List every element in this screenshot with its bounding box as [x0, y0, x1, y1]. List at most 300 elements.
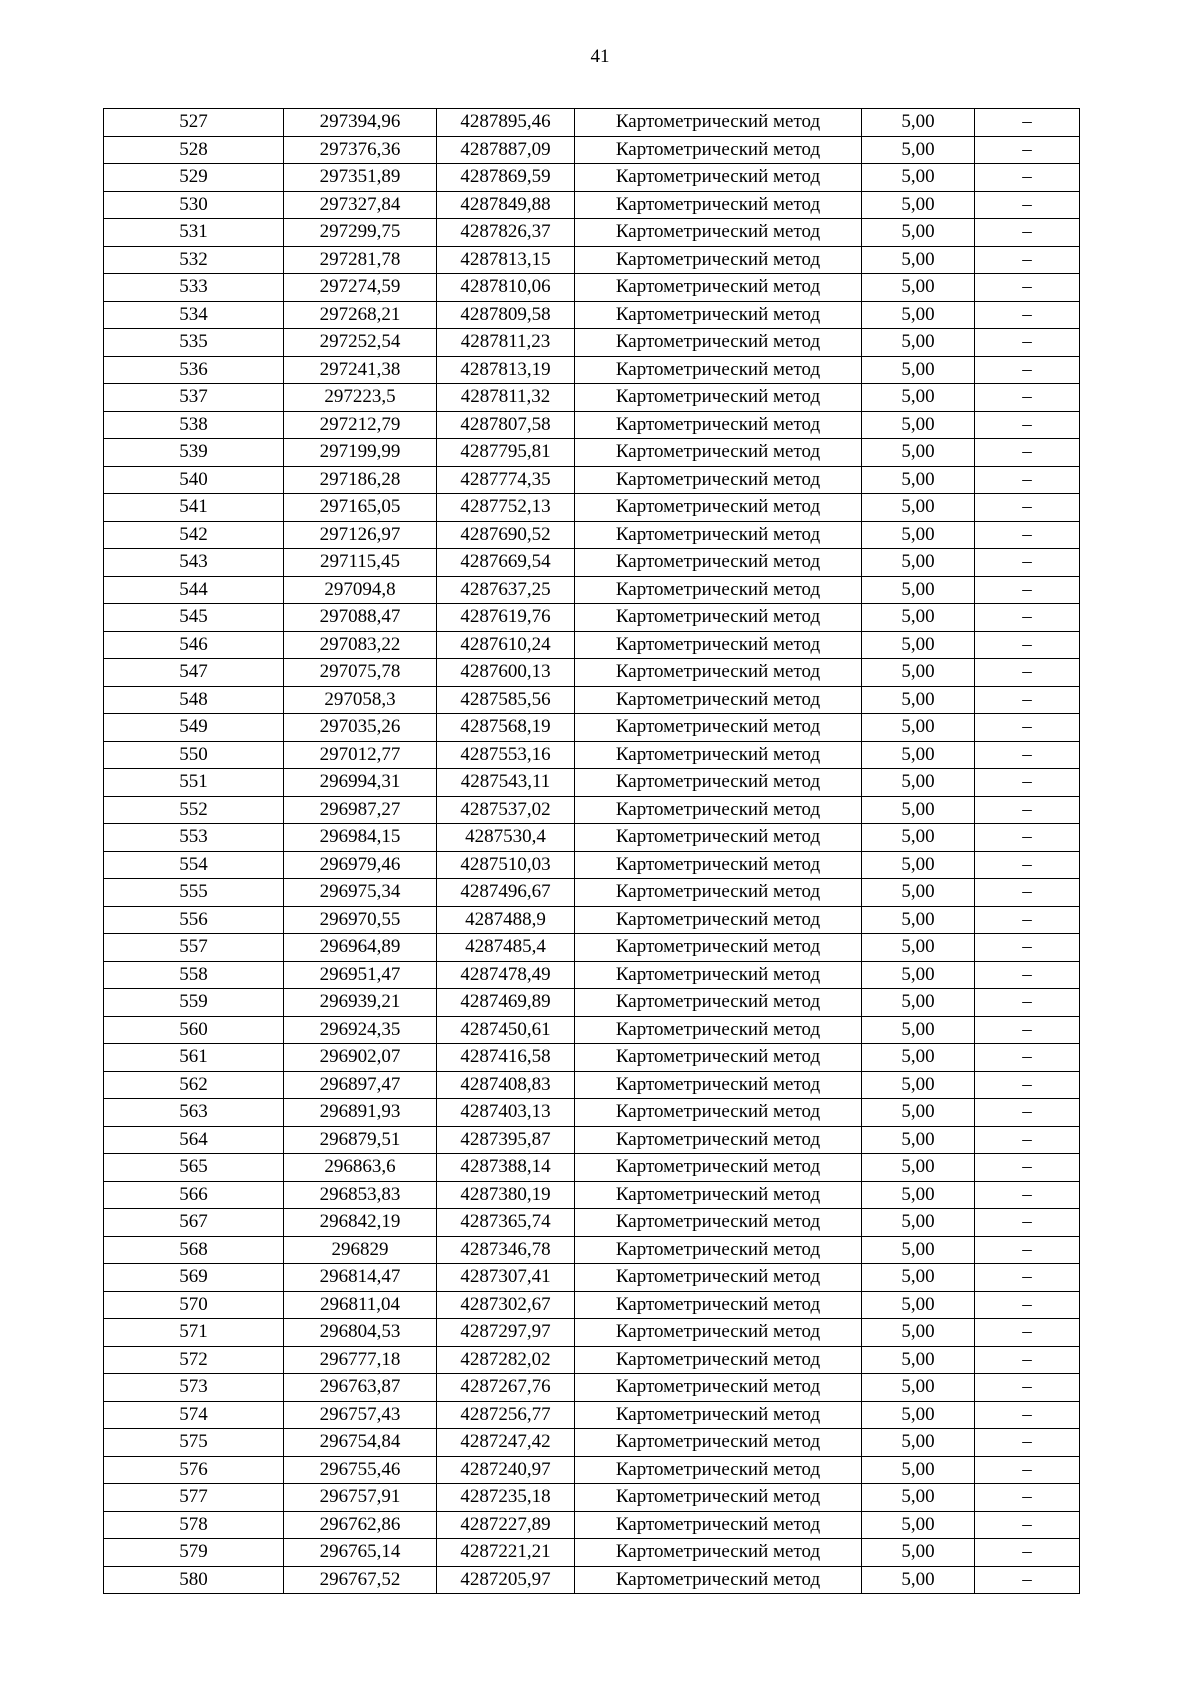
table-row	[104, 439, 1080, 467]
x-coordinate-cell: 296951,47	[284, 961, 437, 989]
y-coordinate-cell: 4287307,41	[437, 1264, 575, 1292]
coordinates-table	[103, 108, 1080, 1594]
point-number-cell: 573	[104, 1374, 284, 1402]
y-coordinate-cell: 4287478,49	[437, 961, 575, 989]
note-cell: –	[975, 219, 1080, 247]
accuracy-cell: 5,00	[862, 824, 975, 852]
method-cell: Картометрический метод	[575, 851, 862, 879]
point-number-cell: 577	[104, 1484, 284, 1512]
note-cell: –	[975, 466, 1080, 494]
note-cell: –	[975, 246, 1080, 274]
accuracy-cell: 5,00	[862, 1209, 975, 1237]
accuracy-cell: 5,00	[862, 164, 975, 192]
note-cell: –	[975, 714, 1080, 742]
note-cell: –	[975, 1264, 1080, 1292]
point-number-cell: 540	[104, 466, 284, 494]
table-row	[104, 1291, 1080, 1319]
accuracy-cell: 5,00	[862, 439, 975, 467]
method-cell: Картометрический метод	[575, 1511, 862, 1539]
accuracy-cell: 5,00	[862, 246, 975, 274]
accuracy-cell: 5,00	[862, 604, 975, 632]
table-row	[104, 384, 1080, 412]
accuracy-cell: 5,00	[862, 384, 975, 412]
method-cell: Картометрический метод	[575, 1539, 862, 1567]
table-row	[104, 109, 1080, 137]
note-cell: –	[975, 659, 1080, 687]
note-cell: –	[975, 1346, 1080, 1374]
point-number-cell: 539	[104, 439, 284, 467]
accuracy-cell: 5,00	[862, 1181, 975, 1209]
method-cell: Картометрический метод	[575, 576, 862, 604]
x-coordinate-cell: 297165,05	[284, 494, 437, 522]
table-row	[104, 659, 1080, 687]
y-coordinate-cell: 4287496,67	[437, 879, 575, 907]
table-row	[104, 329, 1080, 357]
point-number-cell: 557	[104, 934, 284, 962]
accuracy-cell: 5,00	[862, 1236, 975, 1264]
y-coordinate-cell: 4287600,13	[437, 659, 575, 687]
y-coordinate-cell: 4287537,02	[437, 796, 575, 824]
method-cell: Картометрический метод	[575, 741, 862, 769]
point-number-cell: 549	[104, 714, 284, 742]
point-number-cell: 567	[104, 1209, 284, 1237]
method-cell: Картометрический метод	[575, 521, 862, 549]
method-cell: Картометрический метод	[575, 246, 862, 274]
accuracy-cell: 5,00	[862, 961, 975, 989]
table-row	[104, 714, 1080, 742]
x-coordinate-cell: 297115,45	[284, 549, 437, 577]
x-coordinate-cell: 296994,31	[284, 769, 437, 797]
table-row	[104, 576, 1080, 604]
table-row	[104, 906, 1080, 934]
x-coordinate-cell: 296762,86	[284, 1511, 437, 1539]
table-row	[104, 521, 1080, 549]
y-coordinate-cell: 4287895,46	[437, 109, 575, 137]
method-cell: Картометрический метод	[575, 1236, 862, 1264]
x-coordinate-cell: 296891,93	[284, 1099, 437, 1127]
method-cell: Картометрический метод	[575, 906, 862, 934]
table-row	[104, 356, 1080, 384]
note-cell: –	[975, 1539, 1080, 1567]
table-row	[104, 219, 1080, 247]
point-number-cell: 570	[104, 1291, 284, 1319]
method-cell: Картометрический метод	[575, 356, 862, 384]
y-coordinate-cell: 4287485,4	[437, 934, 575, 962]
method-cell: Картометрический метод	[575, 1016, 862, 1044]
method-cell: Картометрический метод	[575, 384, 862, 412]
note-cell: –	[975, 1236, 1080, 1264]
point-number-cell: 534	[104, 301, 284, 329]
y-coordinate-cell: 4287752,13	[437, 494, 575, 522]
y-coordinate-cell: 4287553,16	[437, 741, 575, 769]
note-cell: –	[975, 961, 1080, 989]
coordinates-table-body	[104, 109, 1080, 1594]
accuracy-cell: 5,00	[862, 301, 975, 329]
point-number-cell: 528	[104, 136, 284, 164]
accuracy-cell: 5,00	[862, 274, 975, 302]
method-cell: Картометрический метод	[575, 439, 862, 467]
table-row	[104, 824, 1080, 852]
method-cell: Картометрический метод	[575, 824, 862, 852]
note-cell: –	[975, 604, 1080, 632]
point-number-cell: 546	[104, 631, 284, 659]
method-cell: Картометрический метод	[575, 1346, 862, 1374]
y-coordinate-cell: 4287346,78	[437, 1236, 575, 1264]
method-cell: Картометрический метод	[575, 1264, 862, 1292]
y-coordinate-cell: 4287416,58	[437, 1044, 575, 1072]
y-coordinate-cell: 4287795,81	[437, 439, 575, 467]
x-coordinate-cell: 296939,21	[284, 989, 437, 1017]
x-coordinate-cell: 297083,22	[284, 631, 437, 659]
table-row	[104, 1126, 1080, 1154]
method-cell: Картометрический метод	[575, 1319, 862, 1347]
point-number-cell: 548	[104, 686, 284, 714]
table-row	[104, 1236, 1080, 1264]
y-coordinate-cell: 4287813,15	[437, 246, 575, 274]
table-row	[104, 274, 1080, 302]
y-coordinate-cell: 4287235,18	[437, 1484, 575, 1512]
note-cell: –	[975, 906, 1080, 934]
y-coordinate-cell: 4287585,56	[437, 686, 575, 714]
y-coordinate-cell: 4287302,67	[437, 1291, 575, 1319]
point-number-cell: 531	[104, 219, 284, 247]
table-row	[104, 604, 1080, 632]
table-row	[104, 1566, 1080, 1594]
method-cell: Картометрический метод	[575, 1154, 862, 1182]
point-number-cell: 575	[104, 1429, 284, 1457]
point-number-cell: 552	[104, 796, 284, 824]
accuracy-cell: 5,00	[862, 1016, 975, 1044]
x-coordinate-cell: 297281,78	[284, 246, 437, 274]
note-cell: –	[975, 769, 1080, 797]
y-coordinate-cell: 4287267,76	[437, 1374, 575, 1402]
point-number-cell: 536	[104, 356, 284, 384]
accuracy-cell: 5,00	[862, 549, 975, 577]
table-row	[104, 246, 1080, 274]
table-row	[104, 686, 1080, 714]
x-coordinate-cell: 296842,19	[284, 1209, 437, 1237]
point-number-cell: 544	[104, 576, 284, 604]
note-cell: –	[975, 1484, 1080, 1512]
accuracy-cell: 5,00	[862, 1264, 975, 1292]
y-coordinate-cell: 4287568,19	[437, 714, 575, 742]
table-row	[104, 466, 1080, 494]
y-coordinate-cell: 4287813,19	[437, 356, 575, 384]
method-cell: Картометрический метод	[575, 1126, 862, 1154]
y-coordinate-cell: 4287221,21	[437, 1539, 575, 1567]
accuracy-cell: 5,00	[862, 796, 975, 824]
point-number-cell: 566	[104, 1181, 284, 1209]
method-cell: Картометрический метод	[575, 961, 862, 989]
accuracy-cell: 5,00	[862, 906, 975, 934]
y-coordinate-cell: 4287403,13	[437, 1099, 575, 1127]
x-coordinate-cell: 297199,99	[284, 439, 437, 467]
note-cell: –	[975, 191, 1080, 219]
accuracy-cell: 5,00	[862, 1099, 975, 1127]
method-cell: Картометрический метод	[575, 604, 862, 632]
accuracy-cell: 5,00	[862, 1319, 975, 1347]
method-cell: Картометрический метод	[575, 494, 862, 522]
note-cell: –	[975, 1566, 1080, 1594]
y-coordinate-cell: 4287247,42	[437, 1429, 575, 1457]
method-cell: Картометрический метод	[575, 1291, 862, 1319]
point-number-cell: 547	[104, 659, 284, 687]
x-coordinate-cell: 296763,87	[284, 1374, 437, 1402]
point-number-cell: 576	[104, 1456, 284, 1484]
method-cell: Картометрический метод	[575, 1209, 862, 1237]
x-coordinate-cell: 296853,83	[284, 1181, 437, 1209]
table-row	[104, 1346, 1080, 1374]
note-cell: –	[975, 851, 1080, 879]
y-coordinate-cell: 4287380,19	[437, 1181, 575, 1209]
y-coordinate-cell: 4287510,03	[437, 851, 575, 879]
table-row	[104, 164, 1080, 192]
method-cell: Картометрический метод	[575, 1044, 862, 1072]
y-coordinate-cell: 4287774,35	[437, 466, 575, 494]
point-number-cell: 542	[104, 521, 284, 549]
method-cell: Картометрический метод	[575, 1181, 862, 1209]
x-coordinate-cell: 297241,38	[284, 356, 437, 384]
x-coordinate-cell: 296979,46	[284, 851, 437, 879]
y-coordinate-cell: 4287256,77	[437, 1401, 575, 1429]
method-cell: Картометрический метод	[575, 796, 862, 824]
x-coordinate-cell: 296755,46	[284, 1456, 437, 1484]
y-coordinate-cell: 4287227,89	[437, 1511, 575, 1539]
note-cell: –	[975, 411, 1080, 439]
point-number-cell: 543	[104, 549, 284, 577]
accuracy-cell: 5,00	[862, 769, 975, 797]
x-coordinate-cell: 296975,34	[284, 879, 437, 907]
note-cell: –	[975, 934, 1080, 962]
point-number-cell: 574	[104, 1401, 284, 1429]
method-cell: Картометрический метод	[575, 714, 862, 742]
table-row	[104, 1456, 1080, 1484]
note-cell: –	[975, 1511, 1080, 1539]
table-row	[104, 549, 1080, 577]
method-cell: Картометрический метод	[575, 329, 862, 357]
point-number-cell: 561	[104, 1044, 284, 1072]
method-cell: Картометрический метод	[575, 769, 862, 797]
accuracy-cell: 5,00	[862, 934, 975, 962]
accuracy-cell: 5,00	[862, 1511, 975, 1539]
note-cell: –	[975, 1429, 1080, 1457]
accuracy-cell: 5,00	[862, 356, 975, 384]
table-row	[104, 1319, 1080, 1347]
method-cell: Картометрический метод	[575, 1484, 862, 1512]
x-coordinate-cell: 296879,51	[284, 1126, 437, 1154]
accuracy-cell: 5,00	[862, 1126, 975, 1154]
point-number-cell: 530	[104, 191, 284, 219]
method-cell: Картометрический метод	[575, 1429, 862, 1457]
table-row	[104, 1539, 1080, 1567]
point-number-cell: 535	[104, 329, 284, 357]
method-cell: Картометрический метод	[575, 686, 862, 714]
note-cell: –	[975, 1016, 1080, 1044]
point-number-cell: 560	[104, 1016, 284, 1044]
point-number-cell: 562	[104, 1071, 284, 1099]
note-cell: –	[975, 879, 1080, 907]
y-coordinate-cell: 4287240,97	[437, 1456, 575, 1484]
accuracy-cell: 5,00	[862, 1456, 975, 1484]
accuracy-cell: 5,00	[862, 219, 975, 247]
method-cell: Картометрический метод	[575, 549, 862, 577]
x-coordinate-cell: 297035,26	[284, 714, 437, 742]
x-coordinate-cell: 297394,96	[284, 109, 437, 137]
note-cell: –	[975, 164, 1080, 192]
point-number-cell: 563	[104, 1099, 284, 1127]
y-coordinate-cell: 4287811,32	[437, 384, 575, 412]
y-coordinate-cell: 4287282,02	[437, 1346, 575, 1374]
point-number-cell: 554	[104, 851, 284, 879]
method-cell: Картометрический метод	[575, 1374, 862, 1402]
table-row	[104, 851, 1080, 879]
table-row	[104, 1099, 1080, 1127]
accuracy-cell: 5,00	[862, 631, 975, 659]
table-row	[104, 136, 1080, 164]
method-cell: Картометрический метод	[575, 659, 862, 687]
accuracy-cell: 5,00	[862, 1044, 975, 1072]
x-coordinate-cell: 296754,84	[284, 1429, 437, 1457]
point-number-cell: 558	[104, 961, 284, 989]
point-number-cell: 569	[104, 1264, 284, 1292]
x-coordinate-cell: 297376,36	[284, 136, 437, 164]
x-coordinate-cell: 296829	[284, 1236, 437, 1264]
accuracy-cell: 5,00	[862, 136, 975, 164]
note-cell: –	[975, 439, 1080, 467]
point-number-cell: 532	[104, 246, 284, 274]
method-cell: Картометрический метод	[575, 301, 862, 329]
x-coordinate-cell: 296924,35	[284, 1016, 437, 1044]
accuracy-cell: 5,00	[862, 191, 975, 219]
y-coordinate-cell: 4287849,88	[437, 191, 575, 219]
x-coordinate-cell: 297212,79	[284, 411, 437, 439]
table-row	[104, 1016, 1080, 1044]
y-coordinate-cell: 4287869,59	[437, 164, 575, 192]
accuracy-cell: 5,00	[862, 686, 975, 714]
x-coordinate-cell: 296767,52	[284, 1566, 437, 1594]
x-coordinate-cell: 296987,27	[284, 796, 437, 824]
y-coordinate-cell: 4287469,89	[437, 989, 575, 1017]
note-cell: –	[975, 631, 1080, 659]
note-cell: –	[975, 1374, 1080, 1402]
table-row	[104, 1401, 1080, 1429]
point-number-cell: 529	[104, 164, 284, 192]
table-row	[104, 1209, 1080, 1237]
accuracy-cell: 5,00	[862, 879, 975, 907]
table-row	[104, 741, 1080, 769]
note-cell: –	[975, 824, 1080, 852]
note-cell: –	[975, 989, 1080, 1017]
x-coordinate-cell: 297186,28	[284, 466, 437, 494]
x-coordinate-cell: 296902,07	[284, 1044, 437, 1072]
accuracy-cell: 5,00	[862, 1539, 975, 1567]
method-cell: Картометрический метод	[575, 219, 862, 247]
accuracy-cell: 5,00	[862, 109, 975, 137]
point-number-cell: 571	[104, 1319, 284, 1347]
x-coordinate-cell: 297299,75	[284, 219, 437, 247]
table-row	[104, 1154, 1080, 1182]
x-coordinate-cell: 296964,89	[284, 934, 437, 962]
x-coordinate-cell: 297126,97	[284, 521, 437, 549]
x-coordinate-cell: 297012,77	[284, 741, 437, 769]
table-row	[104, 191, 1080, 219]
x-coordinate-cell: 296814,47	[284, 1264, 437, 1292]
accuracy-cell: 5,00	[862, 1154, 975, 1182]
x-coordinate-cell: 296777,18	[284, 1346, 437, 1374]
x-coordinate-cell: 296811,04	[284, 1291, 437, 1319]
point-number-cell: 572	[104, 1346, 284, 1374]
x-coordinate-cell: 296804,53	[284, 1319, 437, 1347]
table-row	[104, 1429, 1080, 1457]
x-coordinate-cell: 297351,89	[284, 164, 437, 192]
x-coordinate-cell: 296757,91	[284, 1484, 437, 1512]
note-cell: –	[975, 1456, 1080, 1484]
y-coordinate-cell: 4287530,4	[437, 824, 575, 852]
y-coordinate-cell: 4287365,74	[437, 1209, 575, 1237]
note-cell: –	[975, 109, 1080, 137]
accuracy-cell: 5,00	[862, 741, 975, 769]
note-cell: –	[975, 136, 1080, 164]
accuracy-cell: 5,00	[862, 466, 975, 494]
note-cell: –	[975, 1291, 1080, 1319]
note-cell: –	[975, 1319, 1080, 1347]
x-coordinate-cell: 297058,3	[284, 686, 437, 714]
table-row	[104, 1044, 1080, 1072]
point-number-cell: 537	[104, 384, 284, 412]
table-row	[104, 1484, 1080, 1512]
accuracy-cell: 5,00	[862, 989, 975, 1017]
x-coordinate-cell: 296897,47	[284, 1071, 437, 1099]
method-cell: Картометрический метод	[575, 274, 862, 302]
accuracy-cell: 5,00	[862, 411, 975, 439]
table-row	[104, 934, 1080, 962]
accuracy-cell: 5,00	[862, 659, 975, 687]
method-cell: Картометрический метод	[575, 989, 862, 1017]
point-number-cell: 545	[104, 604, 284, 632]
note-cell: –	[975, 686, 1080, 714]
note-cell: –	[975, 301, 1080, 329]
point-number-cell: 541	[104, 494, 284, 522]
table-row	[104, 1374, 1080, 1402]
note-cell: –	[975, 1071, 1080, 1099]
table-row	[104, 796, 1080, 824]
y-coordinate-cell: 4287450,61	[437, 1016, 575, 1044]
point-number-cell: 533	[104, 274, 284, 302]
x-coordinate-cell: 297094,8	[284, 576, 437, 604]
y-coordinate-cell: 4287488,9	[437, 906, 575, 934]
point-number-cell: 556	[104, 906, 284, 934]
note-cell: –	[975, 521, 1080, 549]
accuracy-cell: 5,00	[862, 494, 975, 522]
table-row	[104, 1264, 1080, 1292]
method-cell: Картометрический метод	[575, 109, 862, 137]
accuracy-cell: 5,00	[862, 714, 975, 742]
method-cell: Картометрический метод	[575, 934, 862, 962]
table-row	[104, 1511, 1080, 1539]
note-cell: –	[975, 329, 1080, 357]
accuracy-cell: 5,00	[862, 521, 975, 549]
note-cell: –	[975, 1209, 1080, 1237]
x-coordinate-cell: 297075,78	[284, 659, 437, 687]
note-cell: –	[975, 1401, 1080, 1429]
x-coordinate-cell: 296757,43	[284, 1401, 437, 1429]
note-cell: –	[975, 549, 1080, 577]
method-cell: Картометрический метод	[575, 1099, 862, 1127]
note-cell: –	[975, 274, 1080, 302]
method-cell: Картометрический метод	[575, 1456, 862, 1484]
table-row	[104, 989, 1080, 1017]
point-number-cell: 579	[104, 1539, 284, 1567]
